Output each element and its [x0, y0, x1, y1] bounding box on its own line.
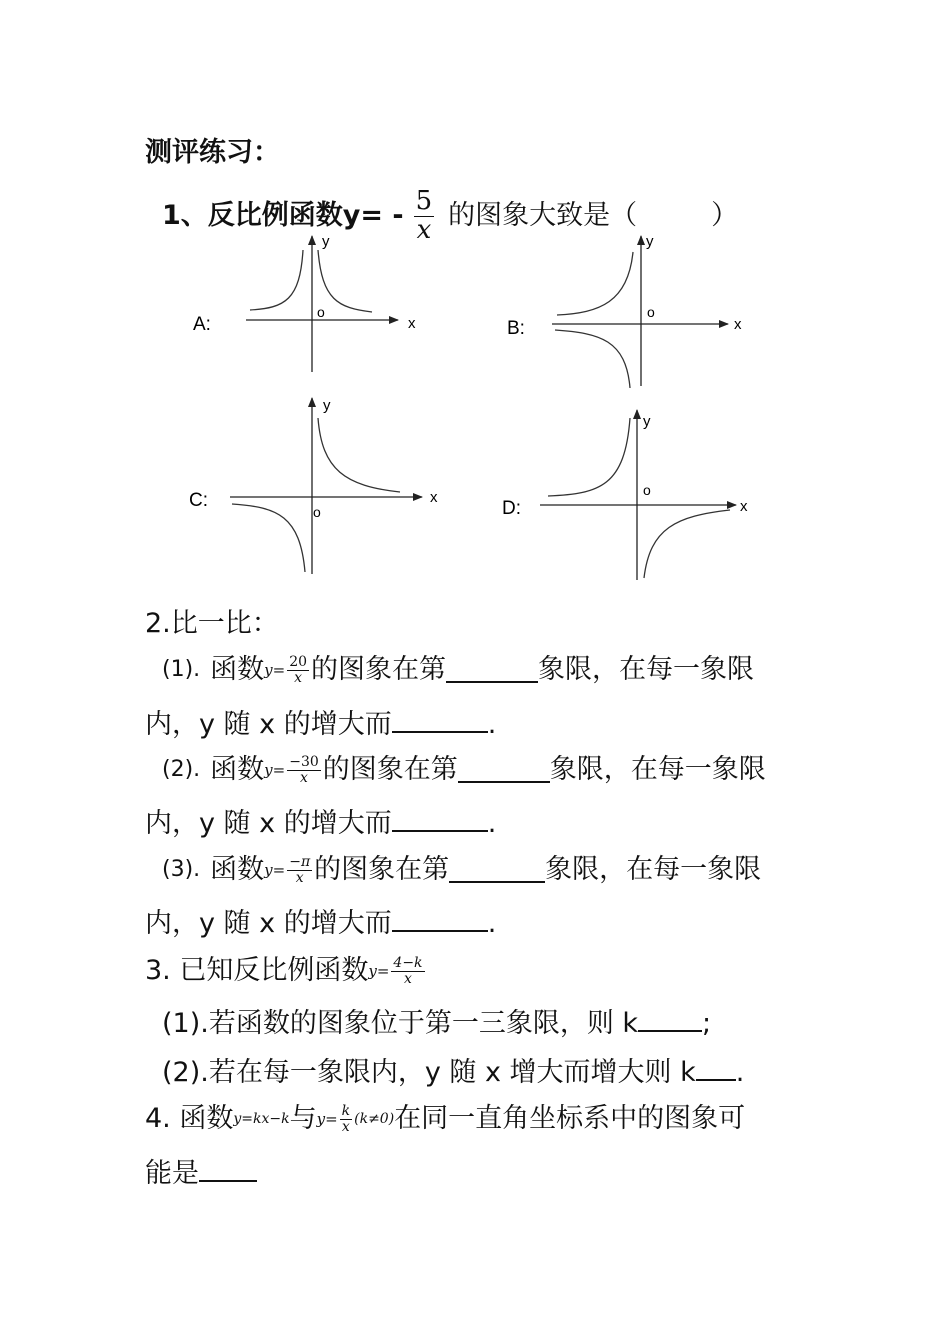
- q2-1-number: (1).: [162, 657, 201, 682]
- graph-d-curve-lower: [644, 510, 730, 578]
- graph-a-x-label: x: [408, 315, 416, 332]
- q2-3-mid: 象限，在每一象限: [545, 854, 762, 885]
- q2-1-fraction: [287, 655, 309, 685]
- q1-suffix: 的图象大致是（: [448, 200, 638, 231]
- q2-2-post: 的图象在第: [322, 754, 458, 785]
- q2-item-2: [162, 750, 766, 790]
- section-title: 测评练习：: [145, 137, 280, 168]
- q4-eq: =: [325, 1110, 338, 1128]
- graph-a-curve-left: [250, 250, 303, 310]
- q2-2-num: −30: [289, 753, 319, 770]
- q1-close: ）: [711, 200, 739, 231]
- graph-a: [193, 233, 416, 372]
- q3-sub-1: [162, 1006, 711, 1041]
- q2-heading: 2.比一比：: [145, 608, 279, 639]
- q3-fraction: [391, 956, 424, 986]
- graph-c-x-label: x: [430, 489, 438, 506]
- q4-y: y: [316, 1110, 326, 1128]
- q1-denominator: x: [416, 214, 432, 245]
- q1-prefix: 1、反比例函数y= -: [162, 200, 404, 231]
- graph-d-x-label: x: [740, 498, 748, 515]
- q2-1-blank-quadrant[interactable]: [446, 657, 538, 683]
- question-3: [145, 948, 427, 994]
- q2-3-pre: 函数: [210, 854, 265, 885]
- graph-c-curve-lower: [232, 504, 305, 572]
- graph-b-label: B:: [507, 318, 525, 339]
- q2-2-mid: 象限，在每一象限: [549, 754, 766, 785]
- q4-function-1: y=kx−k: [233, 1111, 290, 1127]
- graph-b-curve-lower: [555, 330, 630, 388]
- q4-mid: 与: [289, 1103, 317, 1134]
- q2-1-y: y: [264, 661, 273, 679]
- graph-b-origin: o: [647, 304, 655, 320]
- graph-d-origin: o: [643, 482, 651, 498]
- q3-s1-blank[interactable]: [638, 1006, 702, 1032]
- q2-3-blank-quadrant[interactable]: [449, 857, 545, 883]
- q3-eq: =: [376, 962, 390, 980]
- q2-2-blank-trend[interactable]: [392, 806, 488, 832]
- q4-line2: [145, 1156, 257, 1191]
- q2-item-1: [162, 650, 754, 690]
- q2-2-fraction: [287, 755, 321, 785]
- q2-1-post: 的图象在第: [311, 654, 447, 685]
- q3-s2-text: (2).若在每一象限内，y 随 x 增大而增大则 k: [162, 1057, 696, 1088]
- q3-pre: 3. 已知反比例函数: [145, 955, 369, 986]
- q4-den: x: [341, 1118, 350, 1135]
- graph-c: [189, 397, 438, 574]
- q2-1-blank-trend[interactable]: [392, 707, 488, 733]
- q2-1-line2: [145, 707, 496, 742]
- q3-sub-2: [162, 1055, 744, 1090]
- q2-3-fraction: [287, 855, 312, 885]
- q2-2-number: (2).: [162, 757, 201, 782]
- q2-2-y: y: [264, 761, 273, 779]
- q2-3-y: y: [264, 861, 273, 879]
- q3-s2-end: .: [735, 1057, 745, 1088]
- q2-2-line2-text: 内，y 随 x 的增大而: [145, 808, 392, 839]
- graph-a-curve-right: [318, 250, 372, 312]
- graph-c-y-label: y: [323, 397, 331, 414]
- q2-3-number: (3).: [162, 857, 201, 882]
- graph-c-origin: o: [313, 504, 321, 520]
- q2-3-end: .: [487, 908, 497, 939]
- answer-graphs: [0, 0, 950, 600]
- q2-3-line2-text: 内，y 随 x 的增大而: [145, 908, 392, 939]
- q2-2-den: x: [300, 769, 308, 786]
- q2-1-num: 20: [289, 653, 308, 670]
- graph-d: [502, 410, 748, 580]
- q2-3-num: −π: [289, 853, 311, 870]
- q2-1-den: x: [294, 669, 303, 686]
- q2-2-blank-quadrant[interactable]: [458, 757, 550, 783]
- q2-1-pre: 函数: [210, 654, 265, 685]
- graph-a-y-label: y: [322, 233, 330, 250]
- q2-2-line2: [145, 806, 496, 841]
- graph-b-curve-upper: [557, 252, 633, 315]
- graph-a-origin: o: [317, 304, 325, 320]
- graph-c-curve-upper: [318, 418, 400, 492]
- q3-s1-end: ;: [702, 1008, 712, 1039]
- q1-numerator: 5: [415, 186, 433, 217]
- graph-a-label: A:: [193, 314, 211, 335]
- q4-blank[interactable]: [199, 1156, 257, 1182]
- q2-2-end: .: [487, 808, 497, 839]
- q2-3-den: x: [295, 869, 304, 886]
- q4-num: k: [341, 1102, 351, 1119]
- q2-2-eq: =: [272, 761, 286, 779]
- q2-3-post: 的图象在第: [314, 854, 450, 885]
- q2-1-line2-text: 内，y 随 x 的增大而: [145, 709, 392, 740]
- q3-den: x: [404, 970, 412, 987]
- q4-pre: 4. 函数: [145, 1103, 234, 1134]
- q4-condition: (k≠0): [354, 1111, 395, 1127]
- graph-d-curve-upper: [548, 418, 630, 496]
- q2-1-mid: 象限，在每一象限: [538, 654, 755, 685]
- q3-s1-text: (1).若函数的图象位于第一三象限，则 k: [162, 1008, 639, 1039]
- graph-b-x-label: x: [734, 316, 742, 333]
- q2-1-eq: =: [272, 661, 286, 679]
- q3-num: 4−k: [393, 954, 423, 971]
- q3-s2-blank[interactable]: [696, 1055, 736, 1081]
- q2-2-pre: 函数: [210, 754, 265, 785]
- graph-b-y-label: y: [646, 233, 654, 250]
- question-4: [145, 1096, 745, 1142]
- q4-line2-text: 能是: [145, 1158, 199, 1189]
- q4-fraction: [340, 1104, 352, 1134]
- q2-1-end: .: [487, 709, 497, 740]
- graph-d-y-label: y: [643, 413, 651, 430]
- q2-item-3: [162, 850, 761, 890]
- q2-3-eq: =: [272, 861, 286, 879]
- q2-3-line2: [145, 906, 496, 941]
- graph-b: [507, 233, 742, 388]
- q2-3-blank-trend[interactable]: [392, 906, 488, 932]
- q4-post: 在同一直角坐标系中的图象可: [394, 1103, 746, 1134]
- graph-c-label: C:: [189, 490, 208, 511]
- graph-d-label: D:: [502, 498, 521, 519]
- q3-y: y: [368, 962, 377, 980]
